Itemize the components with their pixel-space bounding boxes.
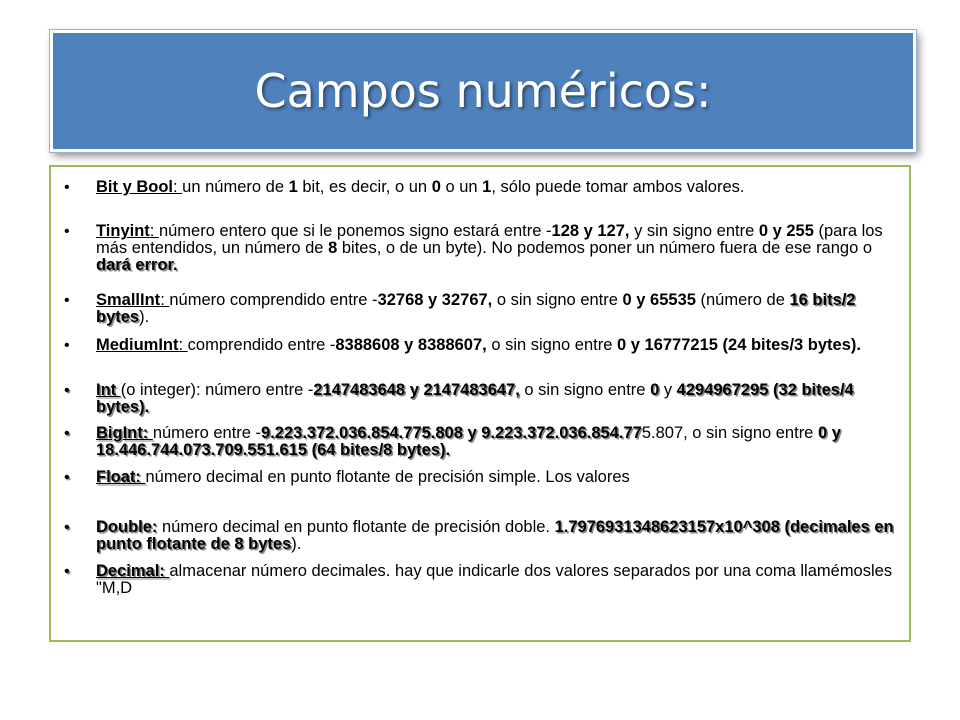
bullet-marker: • bbox=[64, 223, 70, 240]
text-run: : bbox=[160, 291, 170, 309]
text-run: 1 bbox=[482, 178, 492, 196]
text-run: número decimal en punto flotante de precisión simple. Los valores bbox=[145, 468, 630, 486]
text-run: y bbox=[659, 381, 677, 399]
text-run: bites, o de un byte). No podemos poner un número fuera de ese rango o bbox=[337, 239, 873, 257]
text-run: 1 bbox=[288, 178, 298, 196]
text-run: 32768 y 32767, bbox=[377, 291, 493, 309]
text-run: BigInt: bbox=[96, 424, 153, 442]
title-banner bbox=[50, 30, 916, 152]
text-run: (o integer): número entre - bbox=[120, 381, 314, 399]
text-run: 0 y 255 bbox=[758, 222, 814, 240]
bullet-marker: • bbox=[64, 382, 70, 399]
text-run: 0 y 65535 bbox=[622, 291, 696, 309]
text-run: número comprendido entre - bbox=[169, 291, 378, 309]
list-item bbox=[64, 562, 897, 597]
text-run: 4294967295 (32 bites/4 bytes). bbox=[96, 381, 854, 416]
list-item bbox=[64, 178, 897, 196]
text-run: o sin signo entre bbox=[486, 336, 617, 354]
text-run: 2147483648 y 2147483647, bbox=[313, 381, 520, 399]
text-run: 1.7976931348623157x10^308 (decimales en punto flotante de 8 bytes bbox=[96, 518, 894, 553]
content-panel bbox=[49, 165, 911, 642]
bullet-marker: • bbox=[64, 563, 70, 580]
list-item bbox=[64, 468, 897, 486]
bullet-marker: • bbox=[64, 179, 70, 196]
text-run: 8388608 y 8388607, bbox=[335, 336, 487, 354]
text-run: (para los más entendidos, un número de bbox=[96, 222, 883, 257]
text-run: : bbox=[178, 336, 188, 354]
text-run: SmallInt bbox=[96, 291, 161, 309]
list-item bbox=[64, 336, 897, 354]
text-run: 128 y 127, bbox=[551, 222, 630, 240]
text-run: almacenar número decimales. hay que indicarle dos valores separados por una coma llamémosles "M,D bbox=[96, 562, 893, 597]
text-run: número entero que si le ponemos signo estará entre - bbox=[158, 222, 552, 240]
text-run: Bit y Bool bbox=[96, 178, 173, 196]
text-run: : bbox=[173, 178, 183, 196]
list-item bbox=[64, 222, 897, 274]
text-run: y sin signo entre bbox=[629, 222, 759, 240]
text-run: 0 bbox=[431, 178, 441, 196]
bullet-marker: • bbox=[64, 519, 70, 536]
text-run: o sin signo entre bbox=[492, 291, 623, 309]
text-run: 0 y 16777215 (24 bites/3 bytes). bbox=[617, 336, 861, 354]
text-run: Double: bbox=[96, 518, 162, 536]
list-item bbox=[64, 518, 897, 553]
bullet-marker: • bbox=[64, 292, 70, 309]
text-run: 9.223.372.036.854.775.808 y 9.223.372.036.854.77 bbox=[261, 424, 642, 442]
text-run: ). bbox=[139, 308, 150, 326]
text-run: bit, es decir, o un bbox=[297, 178, 432, 196]
text-run: : bbox=[149, 222, 159, 240]
bullet-marker: • bbox=[64, 469, 70, 486]
text-run: número decimal en punto flotante de precisión doble. bbox=[162, 518, 555, 536]
text-run: ). bbox=[291, 535, 302, 553]
text-run: Int bbox=[96, 381, 121, 399]
bullet-marker: • bbox=[64, 425, 70, 442]
list-item bbox=[64, 381, 897, 416]
text-run: comprendido entre - bbox=[187, 336, 336, 354]
text-run: 0 y 18.446.744.073.709.551.615 (64 bites/8 bytes). bbox=[96, 424, 841, 459]
text-run: o sin signo entre bbox=[519, 381, 651, 399]
text-run: Float: bbox=[96, 468, 146, 486]
text-run: número entre - bbox=[152, 424, 262, 442]
text-run: MediumInt bbox=[96, 336, 179, 354]
text-run: un número de bbox=[182, 178, 289, 196]
list-item bbox=[64, 291, 897, 326]
text-run: 0 bbox=[650, 381, 660, 399]
slide-title: Campos numéricos: bbox=[254, 64, 712, 118]
bullet-marker: • bbox=[64, 337, 70, 354]
text-run: 5.807, o sin signo entre bbox=[641, 424, 818, 442]
text-run: Decimal: bbox=[96, 562, 170, 580]
text-run: , sólo puede tomar ambos valores. bbox=[491, 178, 745, 196]
text-run: (número de bbox=[695, 291, 790, 309]
text-run: 8 bbox=[328, 239, 338, 257]
text-run: o un bbox=[440, 178, 483, 196]
text-run: Tinyint bbox=[96, 222, 150, 240]
text-run: dará error. bbox=[96, 256, 178, 274]
list-item bbox=[64, 424, 897, 459]
text-run: 16 bits/2 bytes bbox=[96, 291, 856, 326]
